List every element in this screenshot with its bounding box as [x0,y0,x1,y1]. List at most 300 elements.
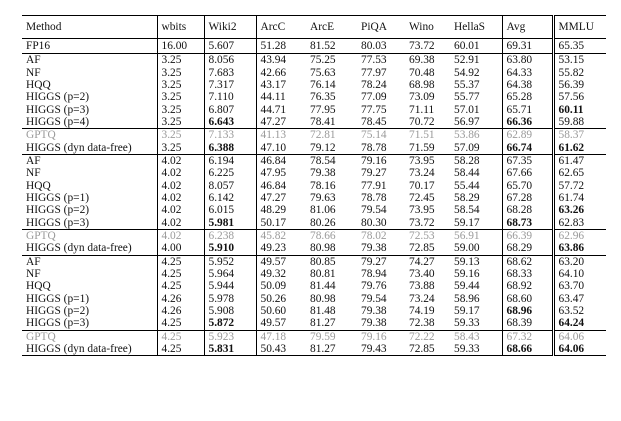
cell-arce: 79.12 [310,141,336,154]
cell-mmlu [553,242,606,255]
cell-wino: 73.88 [409,280,435,293]
cell-mmlu: 65.35 [553,39,606,54]
cell-arcc: 50.09 [256,280,306,292]
cell-piqa: 77.97 [361,66,387,79]
cell-hellas: 56.91 [450,229,502,242]
cell-wino: 70.48 [409,66,435,79]
cell-arce: 75.63 [310,66,336,79]
cell-arce: 79.38 [310,167,336,180]
header-hellas: HellaS [450,16,502,39]
cell-avg: 68.60 [502,293,553,305]
best-value: 68.96 [506,305,533,318]
cell-arce: 80.26 [310,216,336,229]
table-row [22,116,606,129]
cell-arce: 80.98 [310,242,336,255]
cell-method: HQQ [26,280,51,293]
cell-hellas: 58.54 [454,204,480,217]
cell-method: HIGGS (p=1) [26,292,90,305]
cell-hellas: 59.00 [454,242,480,255]
best-value: 63.86 [558,242,585,255]
cell-arce: 81.48 [310,305,336,318]
table-row [22,343,606,356]
best-value: 5.872 [208,317,235,330]
cell-wbits: 4.25 [157,317,204,330]
cell-avg [502,216,553,229]
cell-method: NF [26,268,41,281]
cell-wiki2: 5.952 [204,255,256,268]
cell-wbits: 3.25 [157,54,204,67]
cell-method: GPTQ [22,129,157,142]
cell-arce: 81.52 [310,40,336,52]
cell-wiki2: 6.238 [204,229,256,242]
cell-wbits: 3.25 [157,66,204,78]
cell-avg: 68.33 [502,268,553,280]
cell-wino: 68.98 [409,78,435,91]
cell-mmlu [553,317,606,330]
best-value: 6.388 [208,141,235,154]
cell-avg: 62.89 [502,129,553,142]
table-row [22,54,606,67]
best-value: 66.74 [506,141,533,154]
table-row [22,129,606,142]
cell-hellas: 60.01 [454,40,480,52]
cell-mmlu: 57.56 [553,91,606,103]
cell-avg: 65.70 [502,179,553,191]
cell-arce: 72.81 [306,129,357,142]
cell-avg: 68.92 [502,280,553,292]
table-row [22,242,606,255]
cell-wiki2: 6.142 [204,192,256,204]
cell-wbits: 3.25 [157,91,204,103]
cell-arcc: 44.11 [256,91,306,103]
cell-hellas: 55.44 [454,179,480,192]
cell-method: FP16 [26,40,51,52]
cell-arce: 78.66 [306,229,357,242]
cell-arcc: 50.60 [256,305,306,317]
cell-wiki2: 5.908 [204,305,256,317]
header-piqa: PiQA [357,16,405,39]
cell-hellas: 58.43 [450,330,502,343]
cell-hellas: 59.33 [450,343,502,356]
cell-wbits: 4.26 [157,305,204,317]
cell-wbits: 3.25 [157,79,204,91]
cell-mmlu: 61.74 [553,192,606,204]
table-row [22,268,606,280]
cell-mmlu: 63.70 [553,280,606,292]
cell-arcc: 51.28 [256,39,306,54]
cell-wiki2 [204,141,256,154]
cell-piqa: 79.27 [357,255,405,268]
cell-arcc: 41.13 [256,129,306,142]
cell-hellas: 58.29 [454,191,480,204]
best-value: 61.62 [558,141,585,154]
table-row [22,216,606,229]
cell-arcc: 50.43 [256,343,306,356]
header-avg: Avg [502,16,553,39]
cell-wiki2: 7.683 [204,66,256,78]
header-arcc: ArcC [256,16,306,39]
cell-piqa: 79.38 [361,317,387,330]
cell-mmlu [553,103,606,115]
cell-wiki2: 7.110 [204,91,256,103]
cell-arcc: 49.32 [256,268,306,280]
cell-wino: 72.38 [409,317,435,330]
cell-method: HQQ [26,179,51,192]
cell-piqa: 80.03 [361,40,387,52]
cell-wino: 74.27 [405,255,450,268]
cell-wino: 73.72 [409,40,435,52]
cell-arcc: 47.18 [256,330,306,343]
cell-wbits: 4.02 [157,154,204,167]
cell-mmlu: 64.06 [553,330,606,343]
cell-piqa: 78.24 [361,78,387,91]
cell-avg: 65.71 [502,103,553,115]
cell-wino: 69.38 [405,54,450,67]
table-row [22,317,606,330]
cell-wiki2: 7.317 [204,79,256,91]
cell-wino: 73.09 [409,91,435,104]
cell-method: HIGGS (p=4) [26,115,90,128]
cell-method: HIGGS (p=3) [26,103,90,116]
cell-mmlu: 57.72 [553,179,606,191]
table-row [22,229,606,242]
best-value: 5.981 [208,216,235,229]
cell-arcc: 47.95 [256,167,306,179]
cell-wiki2: 7.133 [204,129,256,142]
cell-wino: 73.95 [409,204,435,217]
cell-hellas: 58.28 [450,154,502,167]
cell-wiki2: 5.978 [204,293,256,305]
header-method: Method [22,16,157,39]
table-row [22,39,606,54]
cell-arce: 81.27 [310,317,336,330]
cell-piqa: 79.54 [361,204,387,217]
cell-arce: 79.59 [306,330,357,343]
table-row [22,192,606,204]
cell-avg [502,305,553,317]
cell-wiki2: 6.807 [204,103,256,115]
results-table-container [22,15,606,356]
cell-piqa: 75.14 [357,129,405,142]
cell-mmlu: 62.96 [553,229,606,242]
cell-wino: 74.19 [409,305,435,318]
cell-wiki2 [204,317,256,330]
cell-arce: 78.54 [306,154,357,167]
cell-wiki2: 8.056 [204,54,256,67]
cell-wbits: 4.26 [157,293,204,305]
table-row [22,66,606,78]
cell-hellas: 59.13 [450,255,502,268]
header-wbits: wbits [157,16,204,39]
cell-hellas: 59.16 [454,268,480,281]
table-row [22,293,606,305]
cell-arcc: 42.66 [256,66,306,78]
cell-method: AF [22,255,157,268]
cell-wbits: 3.25 [157,129,204,142]
cell-arce: 81.44 [310,280,336,293]
cell-piqa: 79.43 [357,343,405,356]
cell-wino: 72.85 [409,242,435,255]
cell-arce: 78.16 [310,179,336,192]
table-row [22,103,606,115]
cell-wbits: 4.25 [157,343,204,356]
cell-mmlu: 64.10 [553,268,606,280]
cell-wbits: 4.25 [157,330,204,343]
cell-piqa: 78.78 [361,191,387,204]
cell-wbits: 4.02 [157,179,204,191]
cell-hellas: 55.37 [454,78,480,91]
table-row [22,179,606,191]
cell-avg: 66.39 [502,229,553,242]
cell-hellas: 59.17 [454,305,480,318]
cell-arcc: 44.71 [256,103,306,115]
cell-hellas: 59.44 [454,280,480,293]
cell-avg [502,343,553,356]
results-table [22,15,606,356]
cell-mmlu [553,204,606,216]
cell-wino: 70.72 [409,115,435,128]
cell-mmlu: 63.20 [553,255,606,268]
cell-avg: 68.29 [502,242,553,255]
cell-wino: 73.95 [405,154,450,167]
cell-wino: 71.11 [409,103,435,116]
cell-mmlu: 63.52 [553,305,606,317]
cell-method: AF [22,54,157,67]
cell-piqa: 79.27 [361,167,387,180]
cell-arce: 80.85 [306,255,357,268]
best-value: 5.910 [208,242,235,255]
cell-wbits: 4.02 [157,167,204,179]
cell-mmlu [553,141,606,154]
cell-hellas: 58.44 [454,167,480,180]
cell-mmlu: 56.39 [553,79,606,91]
cell-arcc: 47.27 [256,116,306,129]
cell-arcc: 47.10 [256,141,306,154]
cell-method: HQQ [26,78,51,91]
cell-avg [502,141,553,154]
cell-piqa: 79.76 [361,280,387,293]
cell-piqa: 80.30 [361,216,387,229]
cell-arce: 80.98 [310,292,336,305]
cell-wiki2: 5.964 [204,268,256,280]
best-value: 5.831 [208,343,235,356]
cell-wbits: 16.00 [157,39,204,54]
cell-mmlu: 62.65 [553,167,606,179]
best-value: 64.06 [558,343,585,356]
cell-wbits: 4.25 [157,255,204,268]
cell-method: HIGGS (p=3) [26,216,90,229]
cell-arcc: 43.17 [256,79,306,91]
cell-piqa: 77.75 [361,103,387,116]
cell-piqa: 77.53 [357,54,405,67]
cell-hellas: 57.01 [454,103,480,116]
cell-method: HIGGS (p=2) [26,91,90,104]
table-row [22,154,606,167]
cell-method: HIGGS (dyn data-free) [22,343,157,356]
cell-wbits: 4.25 [157,268,204,280]
cell-mmlu: 61.47 [553,154,606,167]
cell-hellas: 59.33 [454,317,480,330]
cell-piqa: 79.38 [361,305,387,318]
cell-arce: 76.35 [310,91,336,104]
cell-wiki2 [204,242,256,255]
cell-wiki2: 5.944 [204,280,256,292]
cell-arce: 81.06 [310,204,336,217]
cell-arcc: 47.27 [256,192,306,204]
cell-method: NF [26,167,41,180]
cell-hellas: 53.86 [450,129,502,142]
table-row [22,91,606,103]
cell-mmlu: 59.88 [553,116,606,129]
cell-wbits: 3.25 [157,103,204,115]
cell-arce: 76.14 [310,78,336,91]
cell-arcc: 49.57 [256,255,306,268]
cell-hellas: 57.09 [454,141,480,154]
cell-wino: 73.24 [409,292,435,305]
cell-avg: 68.39 [502,317,553,330]
cell-method: HIGGS (p=2) [26,305,90,318]
table-row [22,305,606,317]
cell-piqa: 79.54 [361,292,387,305]
cell-hellas: 59.17 [454,216,480,229]
cell-avg [502,116,553,129]
cell-wino: 72.45 [409,191,435,204]
cell-arcc: 50.17 [256,216,306,229]
best-value: 68.73 [506,216,533,229]
cell-wino: 72.53 [405,229,450,242]
table-row [22,280,606,292]
header-arce: ArcE [306,16,357,39]
cell-method: HIGGS (p=1) [26,191,90,204]
cell-avg: 68.28 [502,204,553,216]
cell-piqa: 77.09 [361,91,387,104]
table-row [22,255,606,268]
cell-avg: 63.80 [502,54,553,67]
cell-arce: 80.81 [310,268,336,281]
cell-wino: 71.51 [405,129,450,142]
header-wiki2: Wiki2 [204,16,256,39]
cell-arce: 79.63 [310,191,336,204]
cell-method: NF [26,66,41,79]
cell-arce: 77.95 [310,103,336,116]
cell-hellas: 56.97 [454,115,480,128]
cell-piqa: 77.91 [361,179,387,192]
cell-arcc: 50.26 [256,293,306,305]
cell-wbits: 4.00 [157,242,204,255]
cell-wbits: 3.25 [157,141,204,154]
cell-piqa: 78.94 [361,268,387,281]
cell-wbits: 4.02 [157,192,204,204]
best-value: 68.66 [506,343,533,356]
cell-wbits: 3.25 [157,116,204,129]
cell-mmlu: 58.37 [553,129,606,142]
cell-avg: 69.31 [502,39,553,54]
cell-avg: 67.35 [502,154,553,167]
cell-mmlu: 63.47 [553,293,606,305]
cell-avg: 65.28 [502,91,553,103]
best-value: 63.26 [558,204,585,217]
cell-wiki2: 5.923 [204,330,256,343]
table-row [22,141,606,154]
cell-wino: 73.24 [409,167,435,180]
cell-wiki2 [204,216,256,229]
cell-piqa: 78.45 [361,115,387,128]
cell-arce: 75.25 [306,54,357,67]
cell-hellas: 52.91 [450,54,502,67]
cell-method: AF [22,154,157,167]
cell-avg: 68.62 [502,255,553,268]
table-row [22,330,606,343]
cell-wino: 73.40 [409,268,435,281]
best-value: 60.11 [558,103,584,116]
cell-mmlu: 62.83 [553,216,606,229]
cell-hellas: 58.96 [454,292,480,305]
cell-wbits: 4.02 [157,229,204,242]
cell-wbits: 4.02 [157,204,204,216]
cell-wiki2 [204,116,256,129]
cell-avg: 67.28 [502,192,553,204]
cell-mmlu [553,343,606,356]
cell-method: HIGGS (p=3) [26,317,90,330]
cell-piqa: 78.02 [357,229,405,242]
cell-arce: 78.41 [310,115,336,128]
table-row [22,79,606,91]
cell-piqa: 79.16 [357,330,405,343]
cell-wbits: 4.25 [157,280,204,292]
cell-method: GPTQ [22,229,157,242]
best-value: 66.36 [506,115,533,128]
header-row [22,16,606,39]
cell-wino: 72.22 [405,330,450,343]
table-row [22,167,606,179]
cell-mmlu: 55.82 [553,66,606,78]
best-value: 6.643 [208,115,235,128]
cell-arce: 81.27 [306,343,357,356]
cell-hellas: 55.77 [454,91,480,104]
cell-arcc: 46.84 [256,154,306,167]
header-mmlu: MMLU [553,16,606,39]
cell-wiki2: 5.607 [204,39,256,54]
cell-arcc: 49.23 [256,242,306,255]
best-value: 64.24 [558,317,585,330]
cell-avg: 67.66 [502,167,553,179]
cell-hellas: 54.92 [454,66,480,79]
cell-avg: 64.38 [502,79,553,91]
cell-wino: 72.85 [405,343,450,356]
cell-method: HIGGS (dyn data-free) [26,141,132,154]
cell-mmlu: 53.15 [553,54,606,67]
cell-avg: 67.32 [502,330,553,343]
cell-method: HIGGS (dyn data-free) [26,242,132,255]
cell-arcc: 49.57 [256,317,306,330]
cell-wiki2: 8.057 [204,179,256,191]
cell-method: GPTQ [22,330,157,343]
cell-wino: 70.17 [409,179,435,192]
cell-wino: 71.59 [409,141,435,154]
table-row [22,204,606,216]
cell-wiki2: 6.015 [204,204,256,216]
cell-arcc: 43.94 [256,54,306,67]
cell-arcc: 48.29 [256,204,306,216]
table-body [22,39,606,356]
cell-piqa: 79.38 [361,242,387,255]
cell-wiki2: 6.194 [204,154,256,167]
cell-piqa: 79.16 [357,154,405,167]
cell-wbits: 4.02 [157,216,204,229]
cell-avg: 64.33 [502,66,553,78]
cell-wiki2 [204,343,256,356]
cell-arcc: 46.84 [256,179,306,191]
